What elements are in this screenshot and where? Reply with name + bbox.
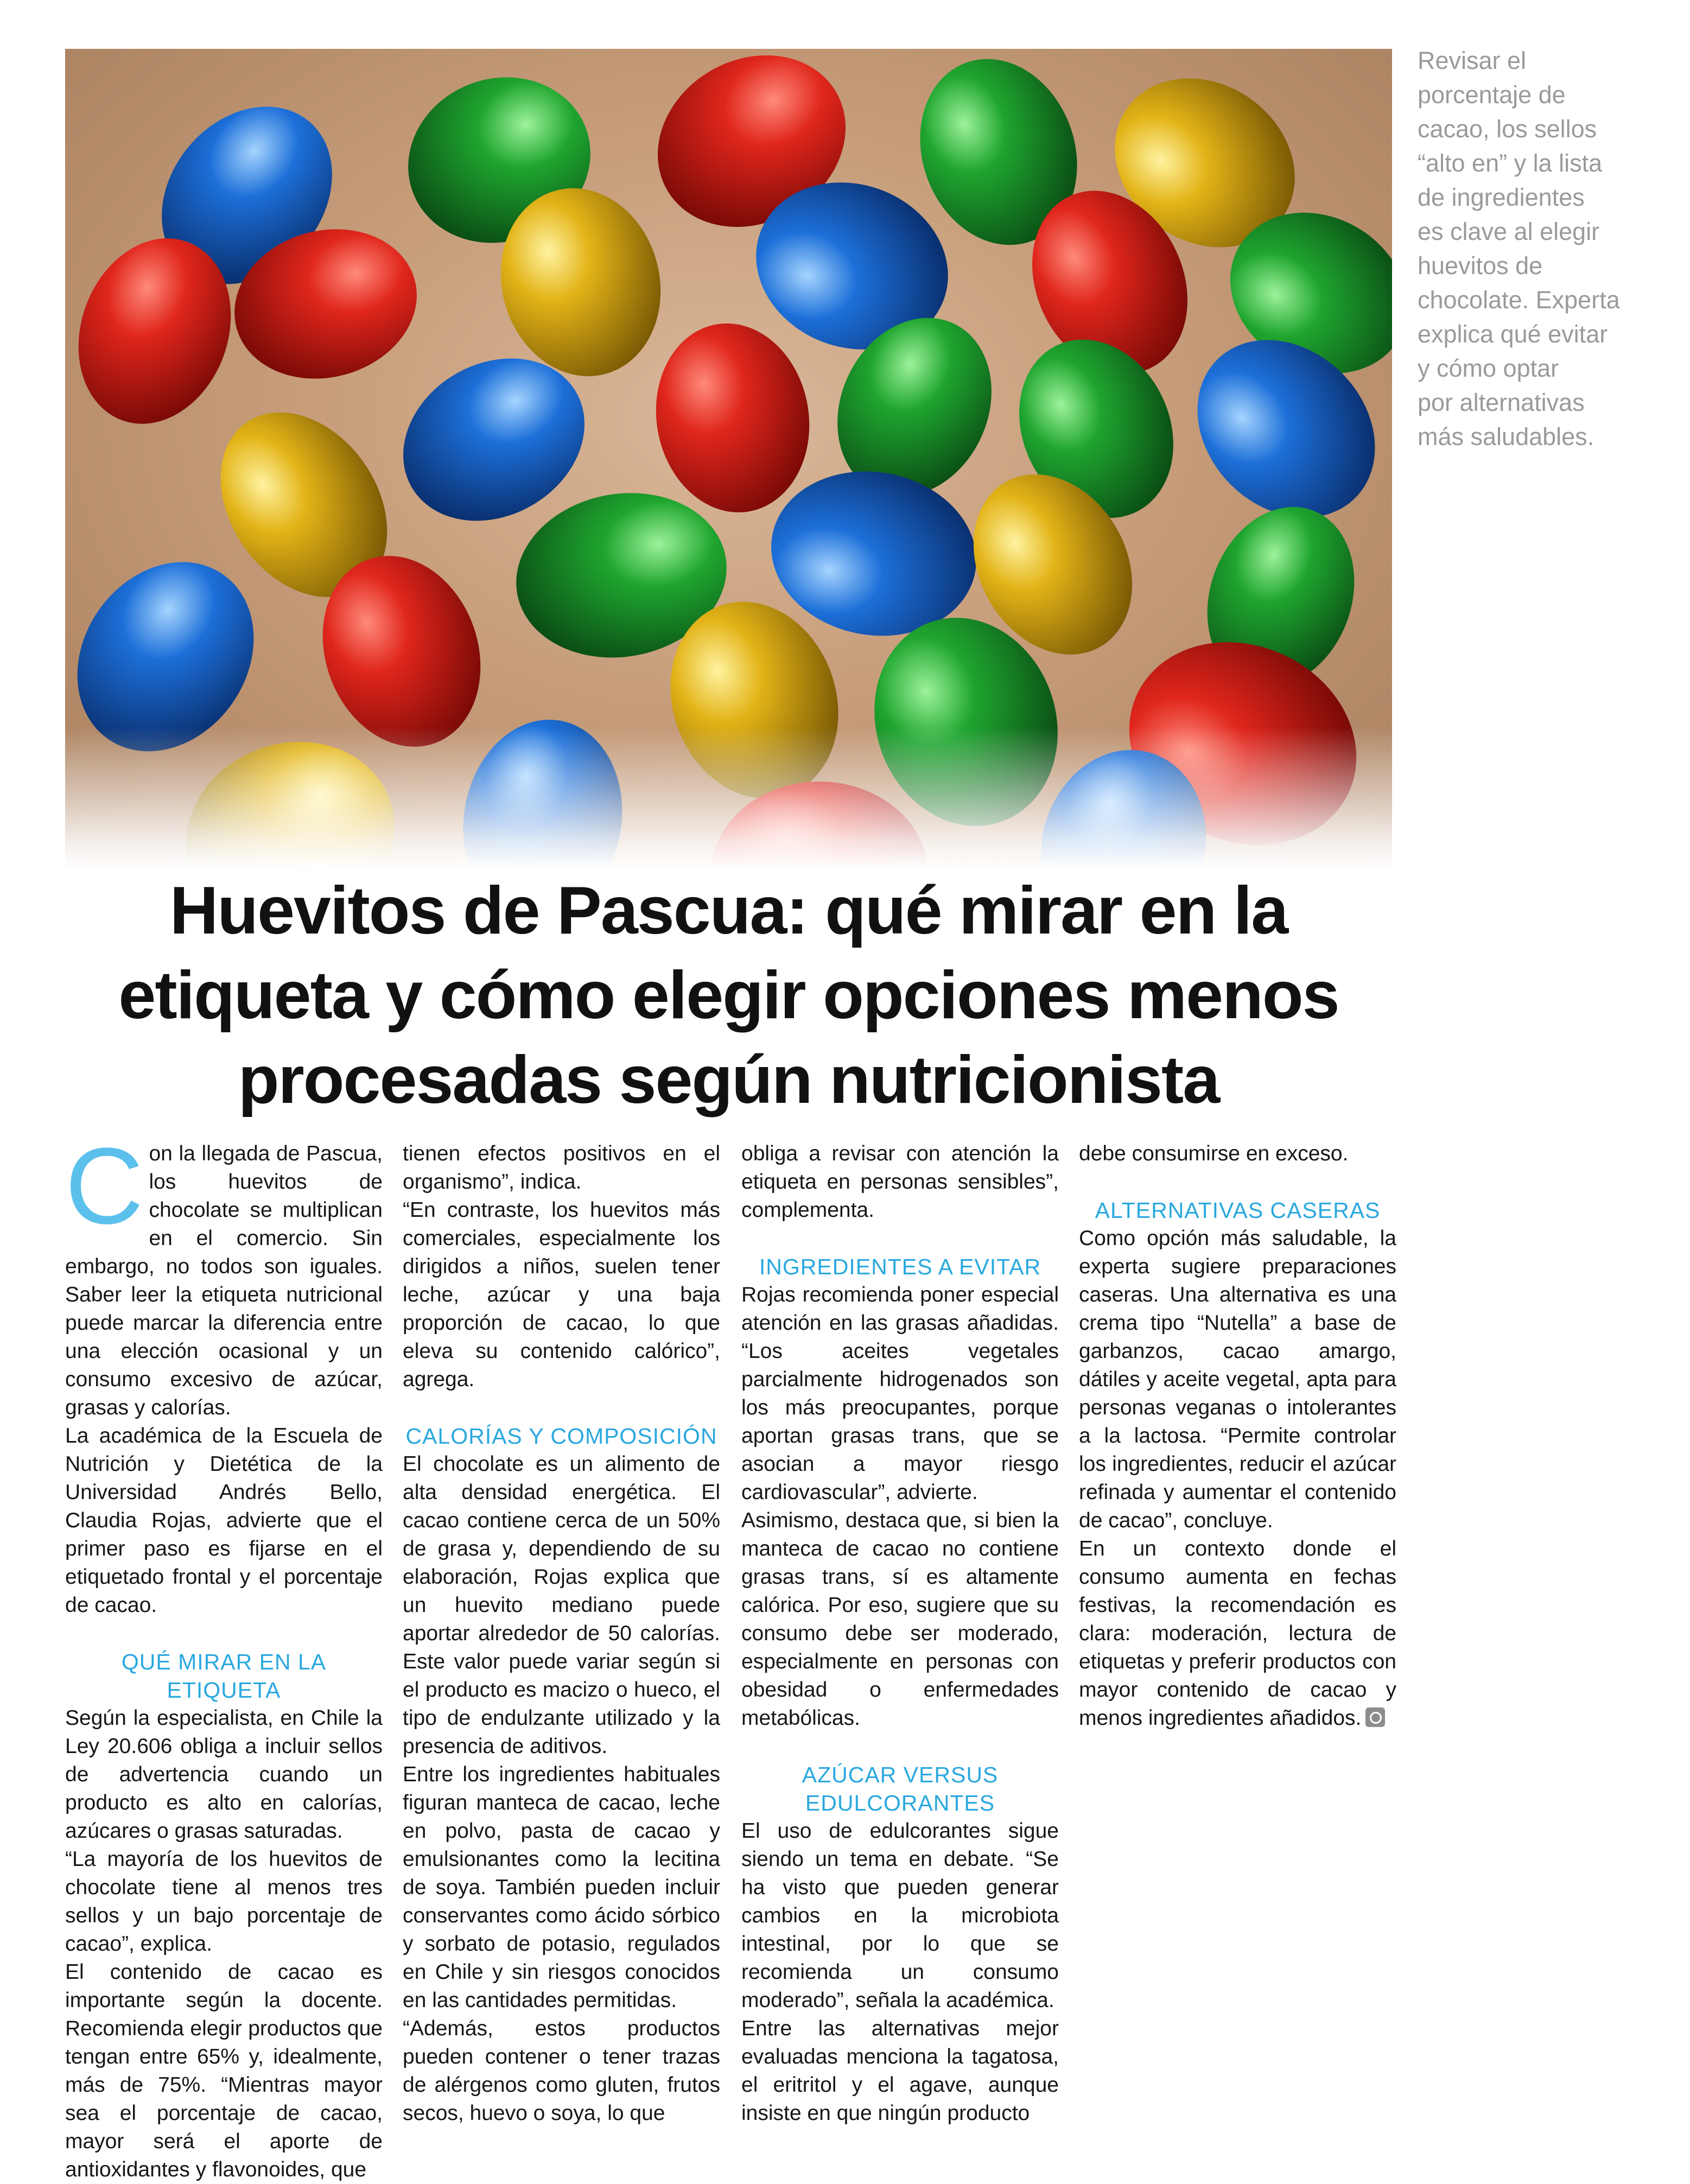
paragraph: Entre los ingredientes habituales figuran manteca de cacao, leche en polvo, pasta de cacao y emulsionantes como la lecitina de soya. También pueden incluir conservantes como ácido sórbico y sorbato de potasio, regulados en Chile y sin riesgos conocidos en las cantidades permitidas. <box>403 1763 720 2012</box>
paragraph: El chocolate es un alimento de alta densidad energética. El cacao contiene cerca de un 50% de grasa y, dependiendo de su elaboración, Rojas explica que un huevito mediano puede aportar alrededor de 50 calorías. Este valor puede variar según si el producto es macizo o hueco, el tipo de endulzante utilizado y la presencia de aditivos. <box>403 1452 720 1758</box>
article-column-1 <box>65 1126 383 2184</box>
paragraph: La académica de la Escuela de Nutrición y Dietética de la Universidad Andrés Bello, Claudia Rojas, advierte que el primer paso es fijarse en el etiquetado frontal y el porcentaje de cacao. <box>65 1424 383 1617</box>
paragraph: “Además, estos productos pueden contener o tener trazas de alérgenos como gluten, frutos secos, huevo o soya, lo que <box>403 2017 720 2125</box>
paragraph: Según la especialista, en Chile la Ley 20.606 obliga a incluir sellos de advertencia cuando un producto es alto en calorías, azúcares o grasas saturadas. <box>65 1706 383 1843</box>
end-mark-icon <box>1365 1707 1385 1727</box>
photo-caption: Revisar el porcentaje de cacao, los sellos “alto en” y la lista de ingredientes es clave al elegir huevitos de chocolate. Experta explica qué evitar y cómo optar por alternativas más saludables. <box>1418 47 1620 450</box>
paragraph: El uso de edulcorantes sigue siendo un tema en debate. “Se ha visto que pueden generar cambios en la microbiota intestinal, por lo que se recomienda un consumo moderado”, señala la académica. <box>741 1819 1059 2012</box>
section-heading: AZÚCAR VERSUS EDULCORANTES <box>802 1762 999 1815</box>
section-heading: QUÉ MIRAR EN LA ETIQUETA <box>121 1649 327 1703</box>
section-heading: CALORÍAS Y COMPOSICIÓN <box>405 1424 717 1449</box>
paragraph: Como opción más saludable, la experta sugiere preparaciones caseras. Una alternativa es una crema tipo “Nutella” a base de garbanzos, cacao amargo, dátiles y aceite vegetal, apta para personas veganas o intolerantes a la lactosa. “Permite controlar los ingredientes, reducir el azúcar refinada y aumentar el contenido de cacao”, concluye. <box>1079 1227 1396 1532</box>
article-column-2 <box>403 1140 720 2128</box>
paragraph: Asimismo, destaca que, si bien la manteca de cacao no contiene grasas trans, sí es altamente calórica. Por eso, sugiere que su consumo debe ser moderado, especialmente en personas con obesidad o enfermedades metabólicas. <box>741 1509 1059 1730</box>
paragraph: debe consumirse en exceso. <box>1079 1142 1349 1165</box>
drop-cap: C <box>65 1126 144 1247</box>
chocolate-eggs-photo <box>65 49 1392 868</box>
paragraph: tienen efectos positivos en el organismo”, indica. <box>403 1142 720 1193</box>
article-column-4 <box>1079 1140 1396 1732</box>
paragraph-text: En un contexto donde el consumo aumenta en fechas festivas, la recomendación es clara: moderación, lectura de etiquetas y preferir productos con mayor contenido de cacao y menos ingredientes añadidos. <box>1079 1537 1396 1730</box>
paragraph <box>1079 1535 1396 1732</box>
section-heading: ALTERNATIVAS CASERAS <box>1095 1198 1381 1223</box>
paragraph: “La mayoría de los huevitos de chocolate tiene al menos tres sellos y un bajo porcentaje de cacao”, explica. <box>65 1847 383 1956</box>
article-column-3 <box>741 1140 1059 2128</box>
paragraph: Entre las alternativas mejor evaluadas menciona la tagatosa, el eritritol y el agave, aunque insiste en que ningún producto <box>741 2017 1059 2125</box>
paragraph: obliga a revisar con atención la etiqueta en personas sensibles”, complementa. <box>741 1142 1059 1222</box>
paragraph: El contenido de cacao es importante según la docente. Recomienda elegir productos que tengan entre 65% y, idealmente, más de 75%. “Mientras mayor sea el porcentaje de cacao, mayor será el aporte de antioxidantes y flavonoides, que <box>65 1960 383 2181</box>
headline: Huevitos de Pascua: qué mirar en la etiqueta y cómo elegir opciones menos procesadas según nutricionista <box>118 873 1339 1118</box>
paragraph: on la llegada de Pascua, los huevitos de chocolate se multiplican en el comercio. Sin embargo, no todos son iguales. Saber leer la etiqueta nutricional puede marcar la diferencia entre una elección ocasional y un consumo excesivo de azúcar, grasas y calorías. <box>65 1142 383 1419</box>
section-heading: INGREDIENTES A EVITAR <box>759 1254 1041 1279</box>
paragraph: Rojas recomienda poner especial atención en las grasas añadidas. “Los aceites vegetales parcialmente hidrogenados son los más preocupantes, porque aportan grasas trans, que se asocian a mayor riesgo cardiovascular”, advierte. <box>741 1283 1059 1504</box>
paragraph: “En contraste, los huevitos más comerciales, especialmente los dirigidos a niños, suelen tener leche, azúcar y una baja proporción de cacao, lo que eleva su contenido calórico”, agrega. <box>403 1198 720 1391</box>
